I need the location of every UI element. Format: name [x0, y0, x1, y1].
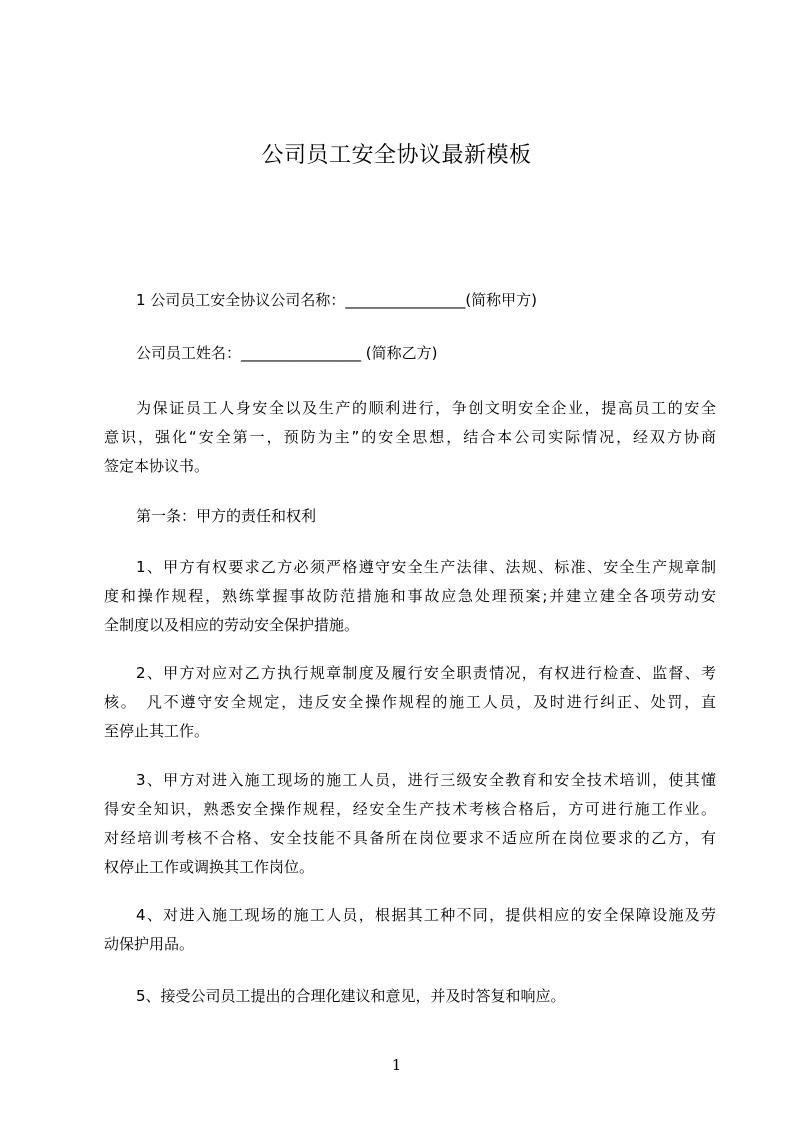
- employee-name-blank: ________________: [241, 344, 362, 362]
- company-name-line: [104, 286, 716, 315]
- clause-line: 1、甲方有权要求乙方必须严格遵守安全生产法律、法规、标准、安全生产规章制: [136, 558, 716, 576]
- clause-3: [104, 766, 716, 882]
- clause-line: 全制度以及相应的劳动安全保护措施。: [104, 616, 360, 634]
- clause-5: [104, 982, 716, 1011]
- page-number: 1: [391, 1056, 402, 1074]
- clause-line: 权停止工作或调换其工作岗位。: [104, 858, 315, 876]
- clause-line: 至停止其工作。: [104, 722, 210, 740]
- clause-1: [104, 553, 716, 640]
- employee-name-label: 公司员工姓名：: [136, 344, 242, 362]
- section-heading: 第一条：甲方的责任和权利: [136, 507, 317, 525]
- clause-line: 4、对进入施工现场的施工人员，根据其工种不同，提供相应的安全保障设施及劳: [136, 906, 716, 924]
- document-title: 公司员工安全协议最新模板: [261, 143, 532, 168]
- intro-line: 签定本协议书。: [104, 457, 210, 475]
- company-name-blank: ________________: [345, 291, 466, 309]
- clause-line: 核。 凡不遵守安全规定，违反安全操作规程的施工人员，及时进行纠正、处罚，直: [104, 693, 716, 711]
- company-name-label: 1 公司员工安全协议公司名称：: [136, 291, 346, 309]
- clause-line: 5、接受公司员工提出的合理化建议和意见，并及时答复和响应。: [136, 987, 566, 1005]
- clause-line: 得安全知识，熟悉安全操作规程，经安全生产技术考核合格后，方可进行施工作业。: [104, 800, 716, 818]
- employee-name-suffix: (简称乙方): [361, 344, 438, 362]
- clause-line: 对经培训考核不合格、安全技能不具备所在岗位要求不适应所在岗位要求的乙方，有: [104, 829, 716, 847]
- clause-line: 动保护用品。: [104, 935, 195, 953]
- clause-2: [104, 659, 716, 746]
- clause-line: 3、甲方对进入施工现场的施工人员，进行三级安全教育和安全技术培训，使其懂: [136, 771, 716, 789]
- clause-4: [104, 901, 716, 959]
- intro-line: 为保证员工人身安全以及生产的顺利进行，争创文明安全企业，提高员工的安全: [136, 399, 716, 417]
- clause-line: 度和操作规程，熟练掌握事故防范措施和事故应急处理预案;并建立建全各项劳动安: [104, 587, 716, 605]
- company-name-suffix: (简称甲方): [465, 291, 538, 309]
- intro-line: 意识，强化“安全第一，预防为主”的安全思想，结合本公司实际情况，经双方协商: [104, 428, 716, 446]
- clause-line: 2、甲方对应对乙方执行规章制度及履行安全职责情况，有权进行检查、监督、考: [136, 664, 716, 682]
- intro-paragraph: [104, 394, 716, 481]
- employee-name-line: [104, 339, 716, 368]
